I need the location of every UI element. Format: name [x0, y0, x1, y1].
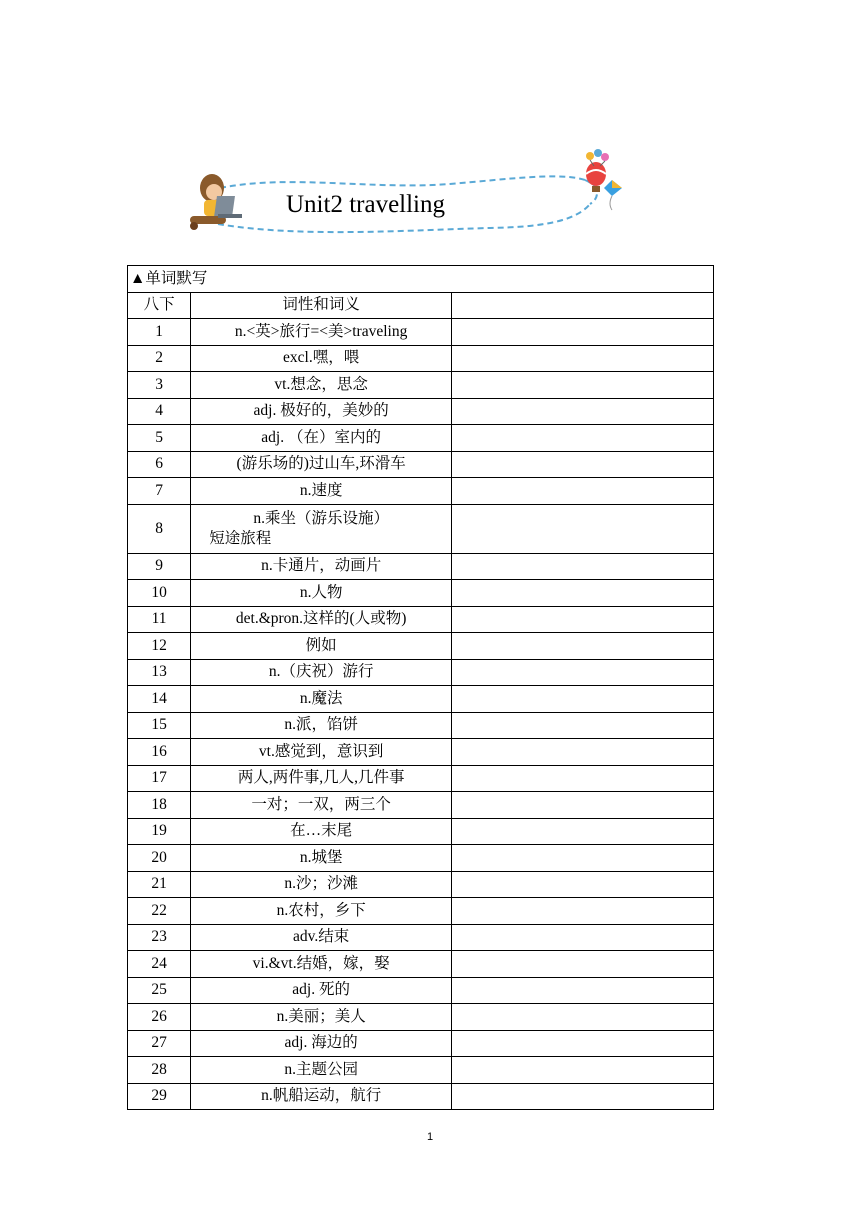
row-meaning: n.城堡: [191, 845, 452, 872]
answer-cell[interactable]: [452, 451, 714, 478]
row-meaning-line2: 短途旅程: [209, 529, 272, 547]
row-number: 9: [128, 553, 191, 580]
table-row: [128, 580, 714, 607]
row-meaning: adj. 海边的: [191, 1030, 452, 1057]
page-number: 1: [426, 1131, 434, 1143]
row-meaning: n.（庆祝）游行: [191, 659, 452, 686]
answer-cell[interactable]: [452, 1030, 714, 1057]
table-row: [128, 951, 714, 978]
answer-cell[interactable]: [452, 345, 714, 372]
answer-cell[interactable]: [452, 924, 714, 951]
row-number: 20: [128, 845, 191, 872]
table-row: [128, 398, 714, 425]
row-meaning: adj. 极好的，美妙的: [191, 398, 452, 425]
table-row: [128, 686, 714, 713]
row-meaning: n.<英>旅行=<美>traveling: [191, 319, 452, 346]
row-number: 4: [128, 398, 191, 425]
answer-cell[interactable]: [452, 871, 714, 898]
table-row: [128, 765, 714, 792]
row-number: 23: [128, 924, 191, 951]
table-row: [128, 924, 714, 951]
answer-cell[interactable]: [452, 606, 714, 633]
row-number: 28: [128, 1057, 191, 1084]
row-number: 7: [128, 478, 191, 505]
answer-cell[interactable]: [452, 686, 714, 713]
title-banner: [180, 146, 630, 241]
row-number: 12: [128, 633, 191, 660]
row-number: 15: [128, 712, 191, 739]
table-row: [128, 871, 714, 898]
table-row: [128, 606, 714, 633]
row-meaning: n.主题公园: [191, 1057, 452, 1084]
answer-cell[interactable]: [452, 633, 714, 660]
row-meaning: vt.感觉到，意识到: [191, 739, 452, 766]
table-row: [128, 478, 714, 505]
row-meaning: 在…末尾: [191, 818, 452, 845]
section-title: ▲单词默写: [128, 266, 714, 293]
row-meaning: vt.想念，思念: [191, 372, 452, 399]
row-number: 18: [128, 792, 191, 819]
row-meaning: n.卡通片，动画片: [191, 553, 452, 580]
table-row: [128, 633, 714, 660]
row-meaning-line1: n.乘坐（游乐设施）: [253, 509, 389, 527]
row-number: 2: [128, 345, 191, 372]
answer-cell[interactable]: [452, 319, 714, 346]
row-number: 29: [128, 1083, 191, 1110]
answer-cell[interactable]: [452, 951, 714, 978]
row-meaning: n.派，馅饼: [191, 712, 452, 739]
answer-cell[interactable]: [452, 977, 714, 1004]
row-meaning: n.农村，乡下: [191, 898, 452, 925]
answer-cell[interactable]: [452, 1004, 714, 1031]
row-number: 16: [128, 739, 191, 766]
row-meaning: adv.结束: [191, 924, 452, 951]
table-row: [128, 1030, 714, 1057]
row-number: 27: [128, 1030, 191, 1057]
header-meaning: 词性和词义: [191, 292, 452, 319]
answer-cell[interactable]: [452, 712, 714, 739]
answer-cell[interactable]: [452, 580, 714, 607]
table-row: [128, 845, 714, 872]
answer-cell[interactable]: [452, 765, 714, 792]
answer-cell[interactable]: [452, 818, 714, 845]
table-row: [128, 977, 714, 1004]
row-number: 26: [128, 1004, 191, 1031]
table-row: [128, 898, 714, 925]
table-section-row: [128, 266, 714, 293]
table-row: [128, 451, 714, 478]
vocabulary-table: [127, 265, 714, 1110]
table-row: [128, 1057, 714, 1084]
answer-cell[interactable]: [452, 739, 714, 766]
answer-cell[interactable]: [452, 504, 714, 553]
row-number: 25: [128, 977, 191, 1004]
row-meaning: 两人,两件事,几人,几件事: [191, 765, 452, 792]
row-number: 21: [128, 871, 191, 898]
row-number: 22: [128, 898, 191, 925]
table-header-row: [128, 292, 714, 319]
answer-cell[interactable]: [452, 398, 714, 425]
answer-cell[interactable]: [452, 792, 714, 819]
row-meaning: adj. 死的: [191, 977, 452, 1004]
row-meaning: n.魔法: [191, 686, 452, 713]
row-number: 14: [128, 686, 191, 713]
table-row: [128, 739, 714, 766]
answer-cell[interactable]: [452, 425, 714, 452]
answer-cell[interactable]: [452, 659, 714, 686]
row-number: 17: [128, 765, 191, 792]
answer-cell[interactable]: [452, 478, 714, 505]
row-meaning: excl.嘿，喂: [191, 345, 452, 372]
row-meaning: n.帆船运动，航行: [191, 1083, 452, 1110]
row-meaning: 例如: [191, 633, 452, 660]
table-row: [128, 792, 714, 819]
page-title: Unit2 travelling: [286, 191, 445, 218]
row-meaning: vi.&vt.结婚，嫁，娶: [191, 951, 452, 978]
table-row: [128, 425, 714, 452]
table-row: [128, 319, 714, 346]
row-meaning: det.&pron.这样的(人或物): [191, 606, 452, 633]
row-number: 8: [128, 504, 191, 553]
table-row: [128, 345, 714, 372]
row-meaning: n.速度: [191, 478, 452, 505]
row-number: 24: [128, 951, 191, 978]
table-row: [128, 504, 714, 553]
row-meaning: n.美丽；美人: [191, 1004, 452, 1031]
header-answer: [452, 292, 714, 319]
answer-cell[interactable]: [452, 1057, 714, 1084]
balloon-kite-icon: [586, 149, 622, 210]
row-meaning: n.沙；沙滩: [191, 871, 452, 898]
row-number: 5: [128, 425, 191, 452]
table-row: [128, 659, 714, 686]
row-meaning: adj. （在）室内的: [191, 425, 452, 452]
row-number: 3: [128, 372, 191, 399]
table-row: [128, 1004, 714, 1031]
answer-cell[interactable]: [452, 845, 714, 872]
row-number: 10: [128, 580, 191, 607]
row-meaning: 一对；一双，两三个: [191, 792, 452, 819]
row-number: 19: [128, 818, 191, 845]
table-row: [128, 818, 714, 845]
row-number: 11: [128, 606, 191, 633]
row-meaning: [191, 504, 452, 553]
answer-cell[interactable]: [452, 372, 714, 399]
answer-cell[interactable]: [452, 553, 714, 580]
header-grade: 八下: [128, 292, 191, 319]
row-meaning: n.人物: [191, 580, 452, 607]
table-row: [128, 372, 714, 399]
row-number: 13: [128, 659, 191, 686]
row-number: 1: [128, 319, 191, 346]
girl-with-laptop-icon: [190, 174, 242, 230]
row-number: 6: [128, 451, 191, 478]
table-row: [128, 553, 714, 580]
table-row: [128, 1083, 714, 1110]
answer-cell[interactable]: [452, 1083, 714, 1110]
answer-cell[interactable]: [452, 898, 714, 925]
table-row: [128, 712, 714, 739]
row-meaning: (游乐场的)过山车,环滑车: [191, 451, 452, 478]
